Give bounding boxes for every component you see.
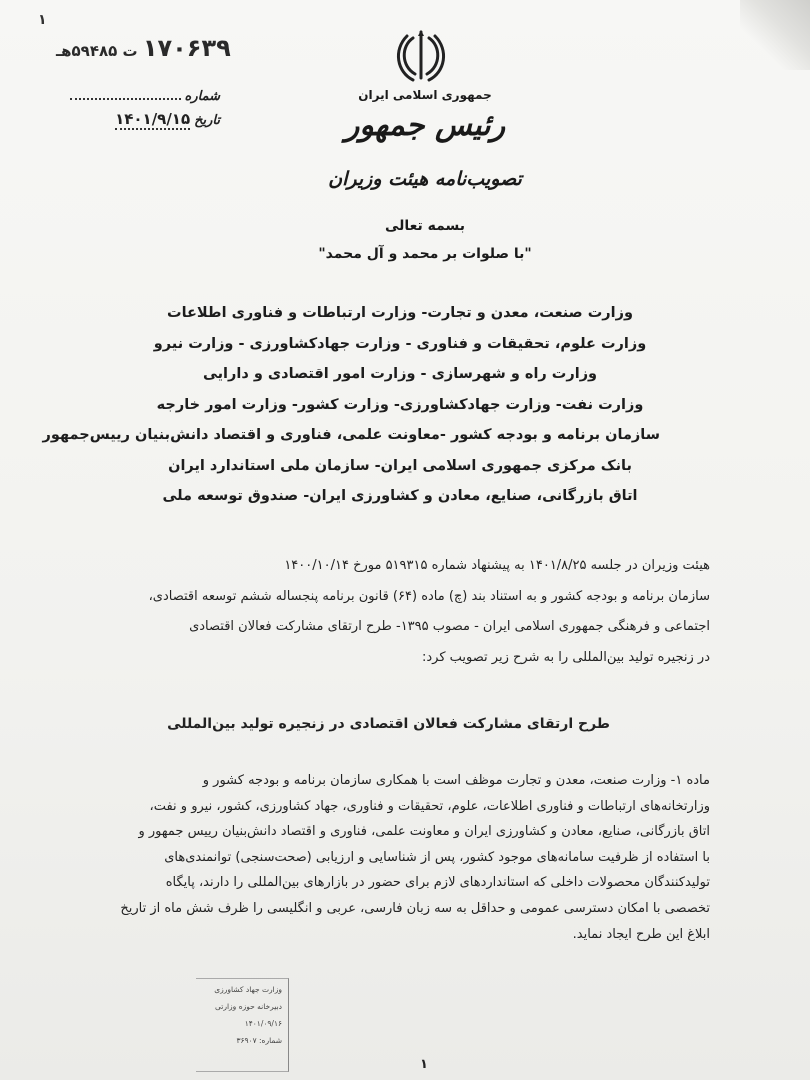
recipient-line: وزارت صنعت، معدن و تجارت- وزارت ارتباطات و فناوری اطلاعات [167, 305, 633, 321]
salawat: "با صلوات بر محمد و آل محمد" [318, 246, 532, 262]
registration-number [56, 34, 237, 62]
article-1 [118, 768, 710, 947]
stamp-line: دبیرخانه حوزه وزارتی [215, 1002, 282, 1011]
date-label: تاریخ [194, 113, 220, 128]
date-row [70, 110, 220, 132]
document-type: تصویب‌نامه هیئت وزیران [328, 168, 522, 190]
receipt-stamp [196, 978, 289, 1072]
page-number: ۱ [420, 1057, 428, 1072]
letter-meta [70, 88, 220, 132]
article-line: با استفاده از ظرفیت سامانه‌های موجود کشور، پس از شناسایی و ارزیابی (صحت‌سنجی) توانمندی‌های [164, 849, 710, 865]
iran-emblem-icon [395, 28, 447, 84]
recipient-line: اتاق بازرگانی، صنایع، معادن و کشاورزی ایران- صندوق توسعه ملی [162, 488, 638, 504]
page-corner-fold [740, 0, 810, 70]
article-line: وزارتخانه‌های ارتباطات و فناوری اطلاعات، علوم، تحقیقات و فناوری، جهاد کشاورزی، کشور، نیرو و نفت، [149, 798, 710, 814]
plan-title: طرح ارتقای مشارکت فعالان اقتصادی در زنجیره تولید بین‌المللی [167, 716, 610, 732]
recipient-line: سازمان برنامه و بودجه کشور -معاونت علمی، فناوری و اقتصاد دانش‌بنیان رییس‌جمهور [42, 427, 660, 443]
number-dotted-line [70, 88, 181, 100]
article-line: ابلاغ این طرح ایجاد نماید. [572, 926, 710, 942]
date-value: ۱۴۰۱/۹/۱۵ [115, 110, 191, 128]
recipients-list [42, 298, 660, 512]
recipient-line: وزارت علوم، تحقیقات و فناوری - وزارت جهادکشاورزی - وزارت نیرو [153, 335, 647, 352]
intro-line: سازمان برنامه و بودجه کشور و به استناد بند (چ) ماده (۶۴) قانون برنامه پنجساله ششم توسعه اقتصادی، [148, 588, 710, 604]
intro-paragraph [118, 551, 710, 673]
article-line: تولیدکنندگان محصولات داخلی که استانداردهای لازم برای حضور در بازارهای بین‌المللی را دارند، پایگاه [165, 875, 710, 891]
corner-mark: ۱ [38, 12, 47, 28]
stamp-line: ۱۴۰۱/۰۹/۱۶ [244, 1019, 282, 1028]
registration-serial: ۱۷۰۶۳۹ [142, 34, 231, 62]
recipient-line: بانک مرکزی جمهوری اسلامی ایران- سازمان ملی استاندارد ایران [168, 457, 632, 474]
number-label: شماره [184, 89, 220, 104]
intro-line: اجتماعی و فرهنگی جمهوری اسلامی ایران - مصوب ۱۳۹۵- طرح ارتقای مشارکت فعالان اقتصادی [189, 619, 710, 634]
office-title: رئیس جمهور [344, 108, 506, 143]
country-name: جمهوری اسلامی ایران [358, 88, 492, 102]
article-line: اتاق بازرگانی، صنایع، معادن و کشاورزی ایران و معاونت علمی، فناوری و اقتصاد دانش‌بنیان رییس جمهور و [138, 824, 710, 840]
article-line: تخصصی با امکان دسترسی عمومی و حداقل به سه زبان فارسی، عربی و انگلیسی را ظرف شش ماه از تاریخ [120, 900, 710, 916]
number-row [70, 88, 220, 110]
stamp-line: شماره: ۳۶۹۰۷ [236, 1036, 282, 1045]
intro-line: هیئت وزیران در جلسه ۱۴۰۱/۸/۲۵ به پیشنهاد شماره ۵۱۹۳۱۵ مورخ ۱۴۰۰/۱۰/۱۴ [284, 558, 710, 573]
stamp-line: وزارت جهاد کشاورزی [214, 985, 282, 994]
intro-line: در زنجیره تولید بین‌المللی را به شرح زیر تصویب کرد: [422, 649, 710, 665]
recipient-line: وزارت راه و شهرسازی - وزارت امور اقتصادی و دارایی [202, 366, 598, 382]
recipient-line: وزارت نفت- وزارت جهادکشاورزی- وزارت کشور- وزارت امور خارجه [156, 396, 644, 413]
registration-code: ت ۵۹۴۸۵هـ [56, 42, 138, 60]
article-line: ماده ۱- وزارت صنعت، معدن و تجارت موظف است با همکاری سازمان برنامه و بودجه کشور و [202, 773, 710, 788]
bismillah: بسمه تعالی [384, 218, 466, 234]
